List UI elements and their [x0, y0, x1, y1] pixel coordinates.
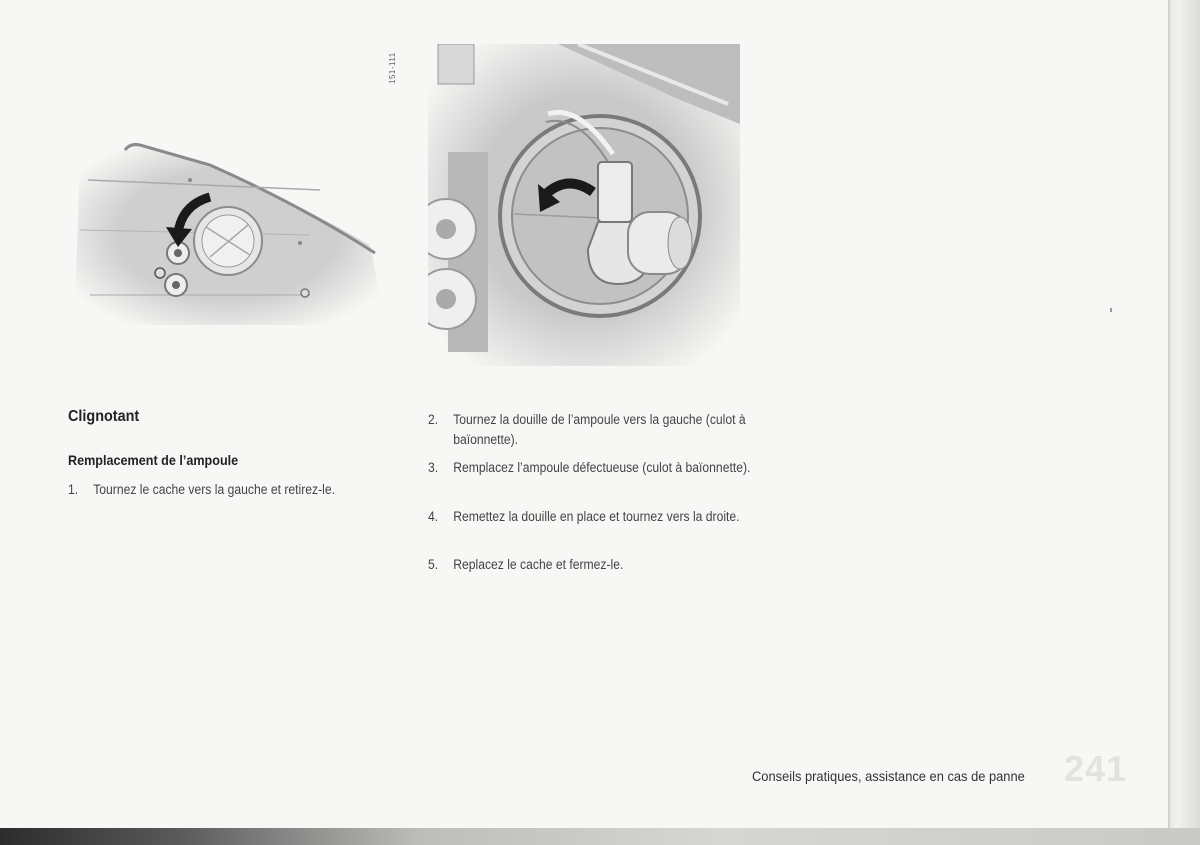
page-edge — [1168, 0, 1200, 845]
step-item — [428, 410, 770, 450]
step-text: Remplacez l’ampoule défectueuse (culot à baïonnette). — [453, 460, 751, 475]
step-item — [428, 507, 770, 547]
step-text: Remettez la douille en place et tournez vers la droite. — [453, 509, 740, 524]
step-item — [428, 458, 770, 498]
step-item — [428, 555, 770, 575]
chapter-footer: Conseils pratiques, assistance en cas de panne — [752, 768, 1025, 784]
figure-1-code: 151-111 — [388, 52, 397, 84]
step-number: 3. — [428, 460, 439, 475]
step-text: Tournez la douille de l’ampoule vers la gauche (culot à baïonnette). — [453, 412, 746, 447]
scan-speck — [1110, 308, 1112, 312]
page-number: 241 — [1064, 748, 1128, 789]
step-number: 4. — [428, 509, 439, 524]
step-text: Tournez le cache vers la gauche et retirez-le. — [93, 482, 335, 497]
step-number: 2. — [428, 412, 439, 427]
scan-bottom-shadow — [0, 828, 1200, 845]
step-text: Replacez le cache et fermez-le. — [453, 557, 624, 572]
figure-headlight-cover — [70, 135, 390, 335]
figure-bulb-socket — [428, 44, 740, 366]
subsection-title: Remplacement de l’ampoule — [68, 452, 239, 468]
step-number: 5. — [428, 557, 439, 572]
section-title: Clignotant — [68, 408, 140, 425]
step-number: 1. — [68, 482, 79, 497]
